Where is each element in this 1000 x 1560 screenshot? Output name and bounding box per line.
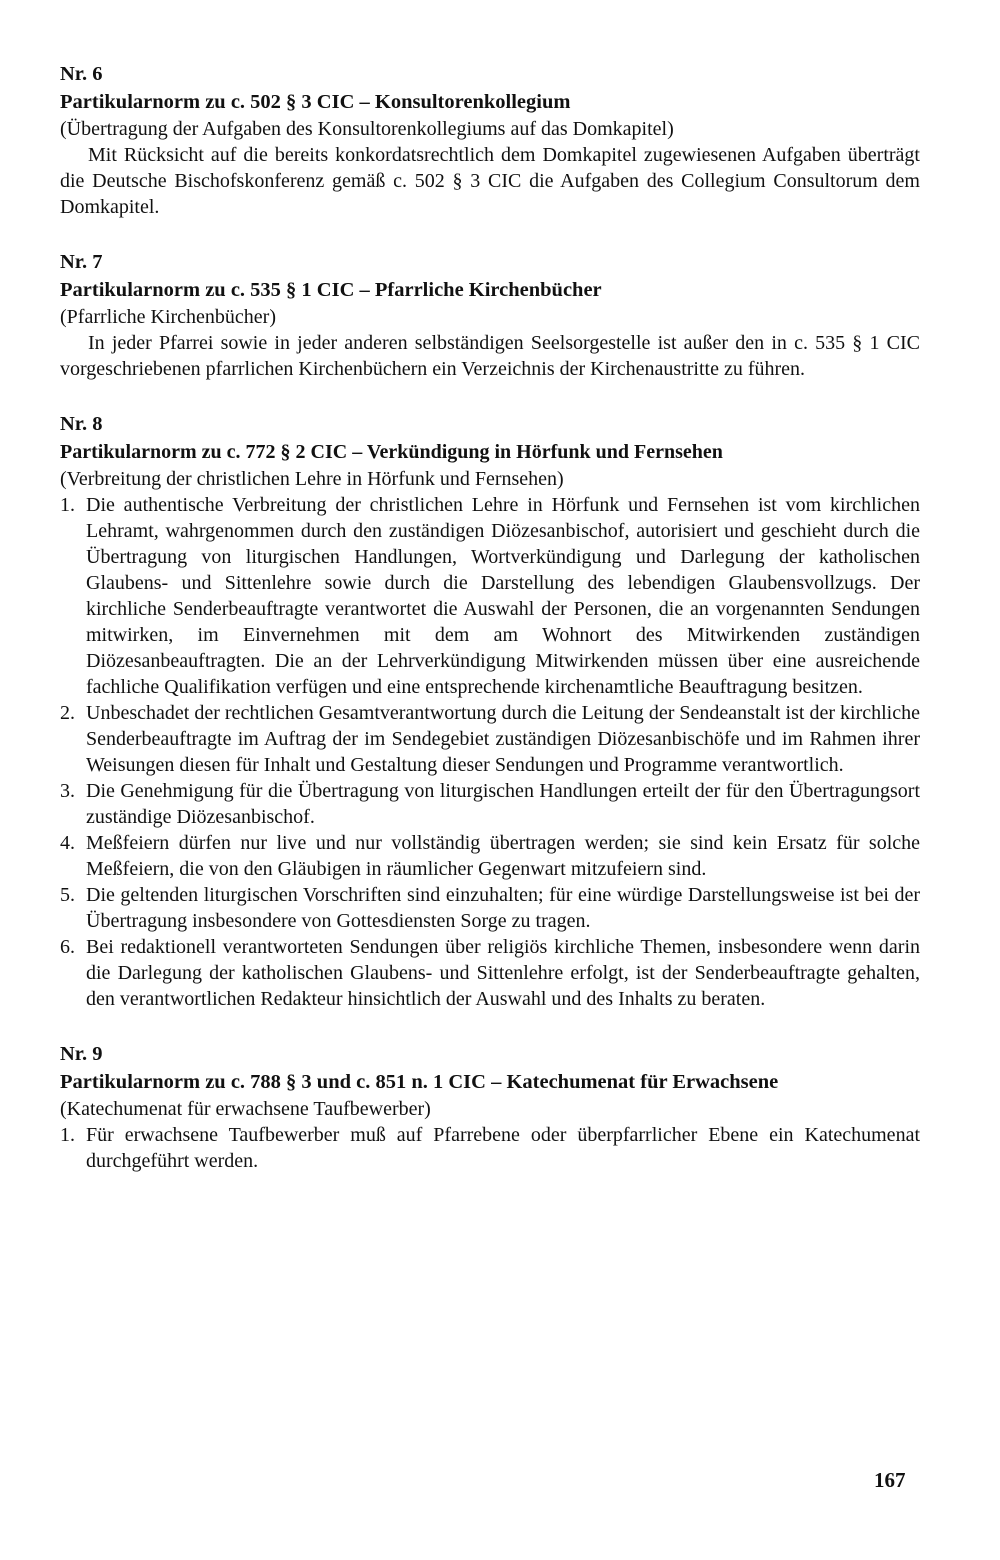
list-item-number: 2. xyxy=(60,702,75,724)
section-nr-6 xyxy=(60,60,920,220)
section-nr-8 xyxy=(60,410,920,1012)
list-item xyxy=(60,1122,920,1174)
section-body: Mit Rücksicht auf die bereits konkordatsrechtlich dem Domkapitel zugewiesenen Aufgaben überträgt die Deutsche Bischofskonferenz gemäß c. 502 § 3 CIC die Aufgaben des Collegium Consultorum dem Domkapitel. xyxy=(60,144,920,218)
section-number: Nr. 6 xyxy=(60,63,103,85)
list-item-text: Unbeschadet der rechtlichen Gesamtverantwortung durch die Leitung der Sendeanstalt ist der kirchliche Senderbeauftragte im Auftrag der im Sendegebiet zuständigen Diözesanbischöfe und im Rahmen ihrer Weisungen diesen für Inhalt und Gestaltung dieser Sendungen und Programme verantwortlich. xyxy=(86,702,920,776)
section-nr-7 xyxy=(60,248,920,382)
section-number: Nr. 9 xyxy=(60,1043,103,1065)
section-subtitle: (Katechumenat für erwachsene Taufbewerber) xyxy=(60,1098,431,1120)
page-number: 167 xyxy=(874,1468,906,1492)
section-number: Nr. 7 xyxy=(60,251,103,273)
list-item-number: 4. xyxy=(60,832,75,854)
section-subtitle: (Pfarrliche Kirchenbücher) xyxy=(60,306,276,328)
section-body: In jeder Pfarrei sowie in jeder anderen selbständigen Seelsorgestelle ist außer den in c. 535 § 1 CIC vorgeschriebenen pfarrlichen Kirchenbüchern ein Verzeichnis der Kirchenaustritte zu führen. xyxy=(60,332,920,380)
list-item-number: 3. xyxy=(60,780,75,802)
section-heading: Partikularnorm zu c. 535 § 1 CIC – Pfarrliche Kirchenbücher xyxy=(60,279,602,301)
list-item-number: 5. xyxy=(60,884,75,906)
list-item xyxy=(60,934,920,1012)
document-page xyxy=(60,60,920,1202)
list-item-text: Die geltenden liturgischen Vorschriften sind einzuhalten; für eine würdige Darstellungsweise ist bei der Übertragung insbesondere von Gottesdiensten Sorge zu tragen. xyxy=(86,884,920,932)
list-item-number: 6. xyxy=(60,936,75,958)
section-heading: Partikularnorm zu c. 502 § 3 CIC – Konsultorenkollegium xyxy=(60,91,571,113)
section-number: Nr. 8 xyxy=(60,413,103,435)
section-heading: Partikularnorm zu c. 788 § 3 und c. 851 n. 1 CIC – Katechumenat für Erwachsene xyxy=(60,1071,779,1093)
list-item xyxy=(60,492,920,700)
section-nr-9 xyxy=(60,1040,920,1174)
list-item-text: Für erwachsene Taufbewerber muß auf Pfarrebene oder überpfarrlicher Ebene ein Katechumenat durchgeführt werden. xyxy=(86,1124,920,1172)
list-item-number: 1. xyxy=(60,1124,75,1146)
section-subtitle: (Verbreitung der christlichen Lehre in Hörfunk und Fernsehen) xyxy=(60,468,564,490)
list-item xyxy=(60,778,920,830)
list-item-text: Die authentische Verbreitung der christlichen Lehre in Hörfunk und Fernsehen ist vom kirchlichen Lehramt, wahrgenommen durch den zuständigen Diözesanbischof, autorisiert und geschieht durch die Übertragung von liturgischen Handlungen, Wortverkündigung und Darlegung der katholischen Glaubens- und Sittenlehre sowie durch die Darstellung des lebendigen Glaubensvollzugs. Der kirchliche Senderbeauftragte verantwortet die Auswahl der Personen, die an vorgenannten Sendungen mitwirken, im Einvernehmen mit dem am Wohnort des Mitwirkenden zuständigen Diözesanbeauftragten. Die an der Lehrverkündigung Mitwirkenden müssen über eine ausreichende fachliche Qualifikation verfügen und eine entsprechende kirchenamtliche Beauftragung besitzen. xyxy=(86,494,920,698)
section-subtitle: (Übertragung der Aufgaben des Konsultorenkollegiums auf das Domkapitel) xyxy=(60,118,674,140)
list-item-text: Meßfeiern dürfen nur live und nur vollständig übertragen werden; sie sind kein Ersatz für solche Meßfeiern, die von den Gläubigen in räumlicher Gegenwart mitzufeiern sind. xyxy=(86,832,920,880)
section-heading: Partikularnorm zu c. 772 § 2 CIC – Verkündigung in Hörfunk und Fernsehen xyxy=(60,441,723,463)
list-item xyxy=(60,830,920,882)
list-item-number: 1. xyxy=(60,494,75,516)
list-item xyxy=(60,882,920,934)
list-item-text: Bei redaktionell verantworteten Sendungen über religiös kirchliche Themen, insbesondere wenn darin die Darlegung der katholischen Glaubens- und Sittenlehre erfolgt, ist der Senderbeauftragte gehalten, den verantwortlichen Redakteur hinsichtlich der Auswahl und des Inhalts zu beraten. xyxy=(86,936,920,1010)
list-item-text: Die Genehmigung für die Übertragung von liturgischen Handlungen erteilt der für den Übertragungsort zuständige Diözesanbischof. xyxy=(86,780,920,828)
list-item xyxy=(60,700,920,778)
